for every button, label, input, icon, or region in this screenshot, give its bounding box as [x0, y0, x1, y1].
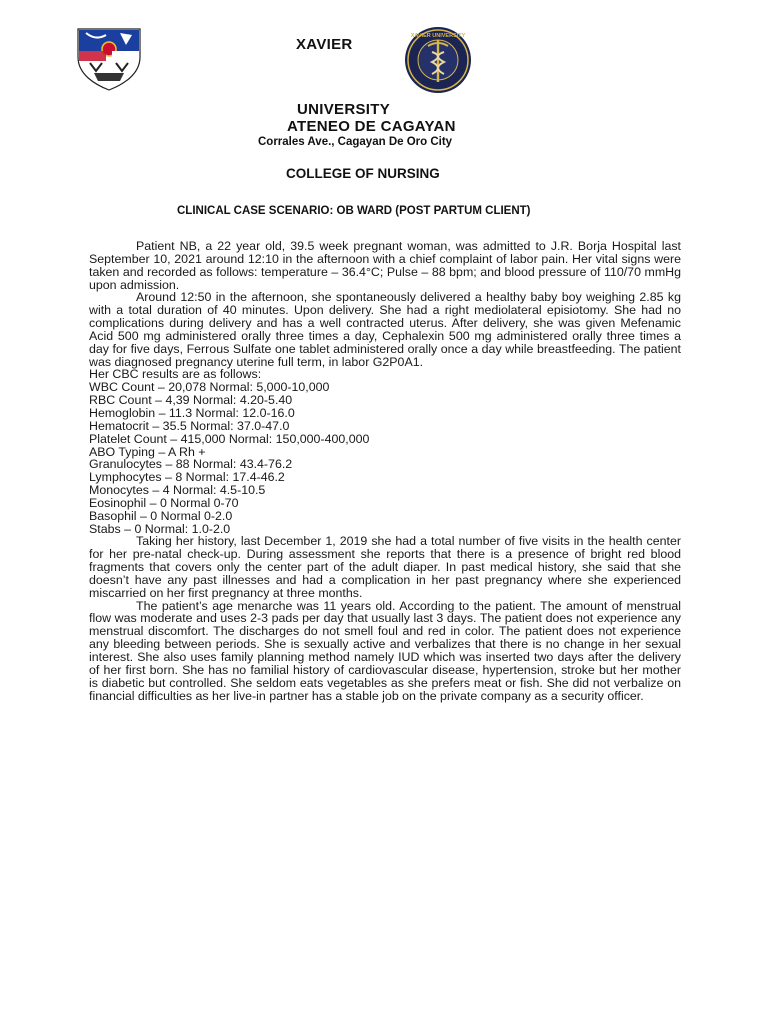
paragraph-admission: Patient NB, a 22 year old, 39.5 week pregnant woman, was admitted to J.R. Borja Hospital last September 10, 2021 around 12:10 in the afternoon with a chief complaint of labor pain. Her vital signs were taken and recorded as follows: temperature – 36.4°C; Pulse – 88 bpm; and blood pressure of 110/70 mmHg upon admission. [89, 239, 681, 292]
ateneo-de-cagayan: ATENEO DE CAGAYAN [287, 118, 456, 135]
lab-result-item: Granulocytes – 88 Normal: 43.4-76.2 [89, 457, 293, 472]
paragraph-menstrual-history: The patient’s age menarche was 11 years old. According to the patient. The amount of menstrual flow was moderate and uses 2-3 pads per day that usually last 3 days. The patient does not experience any menstrual discomfort. The discharges do not smell foul and red in color. The patient does not experience any bleeding between periods. She is sexually active and verbalizes that there is no change in her sexual interest. She also uses family planning method namely IUD which was inserted two days after the delivery of her first born. She has no familial history of cardiovascular disease, hypertension, stroke but her mother is diabetic but controlled. She seldom eats vegetables as she prefers meat or fish. She did not verbalize on financial difficulties as her live-in partner has a stable job on the private company as a security officer. [89, 598, 681, 703]
lab-result-item: Hemoglobin – 11.3 Normal: 12.0-16.0 [89, 405, 295, 420]
cbc-results-list [89, 381, 681, 535]
university-name-xavier: XAVIER [296, 36, 353, 53]
case-body [89, 240, 681, 702]
university-address: Corrales Ave., Cagayan De Oro City [258, 136, 453, 148]
lab-result-item: RBC Count – 4,39 Normal: 4.20-5.40 [89, 393, 293, 408]
scenario-title: CLINICAL CASE SCENARIO: OB WARD (POST PARTUM CLIENT) [177, 205, 531, 217]
college-of-nursing-seal-icon [404, 26, 472, 94]
xavier-university-seal-icon [76, 27, 142, 91]
lab-result-item: Stabs – 0 Normal: 1.0-2.0 [89, 521, 231, 536]
lab-result-item: Platelet Count – 415,000 Normal: 150,000-400,000 [89, 431, 370, 446]
cbc-intro: Her CBC results are as follows: [89, 367, 262, 382]
college-name: COLLEGE OF NURSING [286, 166, 440, 181]
lab-result-item: WBC Count – 20,078 Normal: 5,000-10,000 [89, 380, 330, 395]
lab-result-item: Basophil – 0 Normal 0-2.0 [89, 508, 233, 523]
lab-result-item: Lymphocytes – 8 Normal: 17.4-46.2 [89, 470, 285, 485]
lab-result-item: Eosinophil – 0 Normal 0-70 [89, 495, 239, 510]
paragraph-history: Taking her history, last December 1, 2019 she had a total number of five visits in the health center for her pre-natal check-up. During assessment she reports that there is a presence of bright red blood fragments that covers only the center part of the adult diaper. In past medical history, she said that she doesn’t have any past illnesses and had a complication in her past pregnancy where she experienced miscarried on her first pregnancy at three months. [89, 534, 681, 600]
university-name-word: UNIVERSITY [297, 101, 391, 118]
paragraph-delivery: Around 12:50 in the afternoon, she spontaneously delivered a healthy baby boy weighing 2.85 kg with a total duration of 40 minutes. Upon delivery. She had a right mediolateral episiotomy. She had no complications during delivery and has a well contracted uterus. After delivery, she was given Mefenamic Acid 500 mg administered orally three times a day, Cephalexin 500 mg administered orally three times a day for five days, Ferrous Sulfate one tablet administered orally once a day while breastfeeding. The patient was diagnosed pregnancy uterine full term, in labor G2P0A1. [89, 290, 681, 369]
lab-result-item: Monocytes – 4 Normal: 4.5-10.5 [89, 483, 266, 498]
seal-ring-text: XAVIER UNIVERSITY [410, 33, 466, 39]
lab-result-item: ABO Typing – A Rh + [89, 444, 206, 459]
lab-result-item: Hematocrit – 35.5 Normal: 37.0-47.0 [89, 418, 290, 433]
